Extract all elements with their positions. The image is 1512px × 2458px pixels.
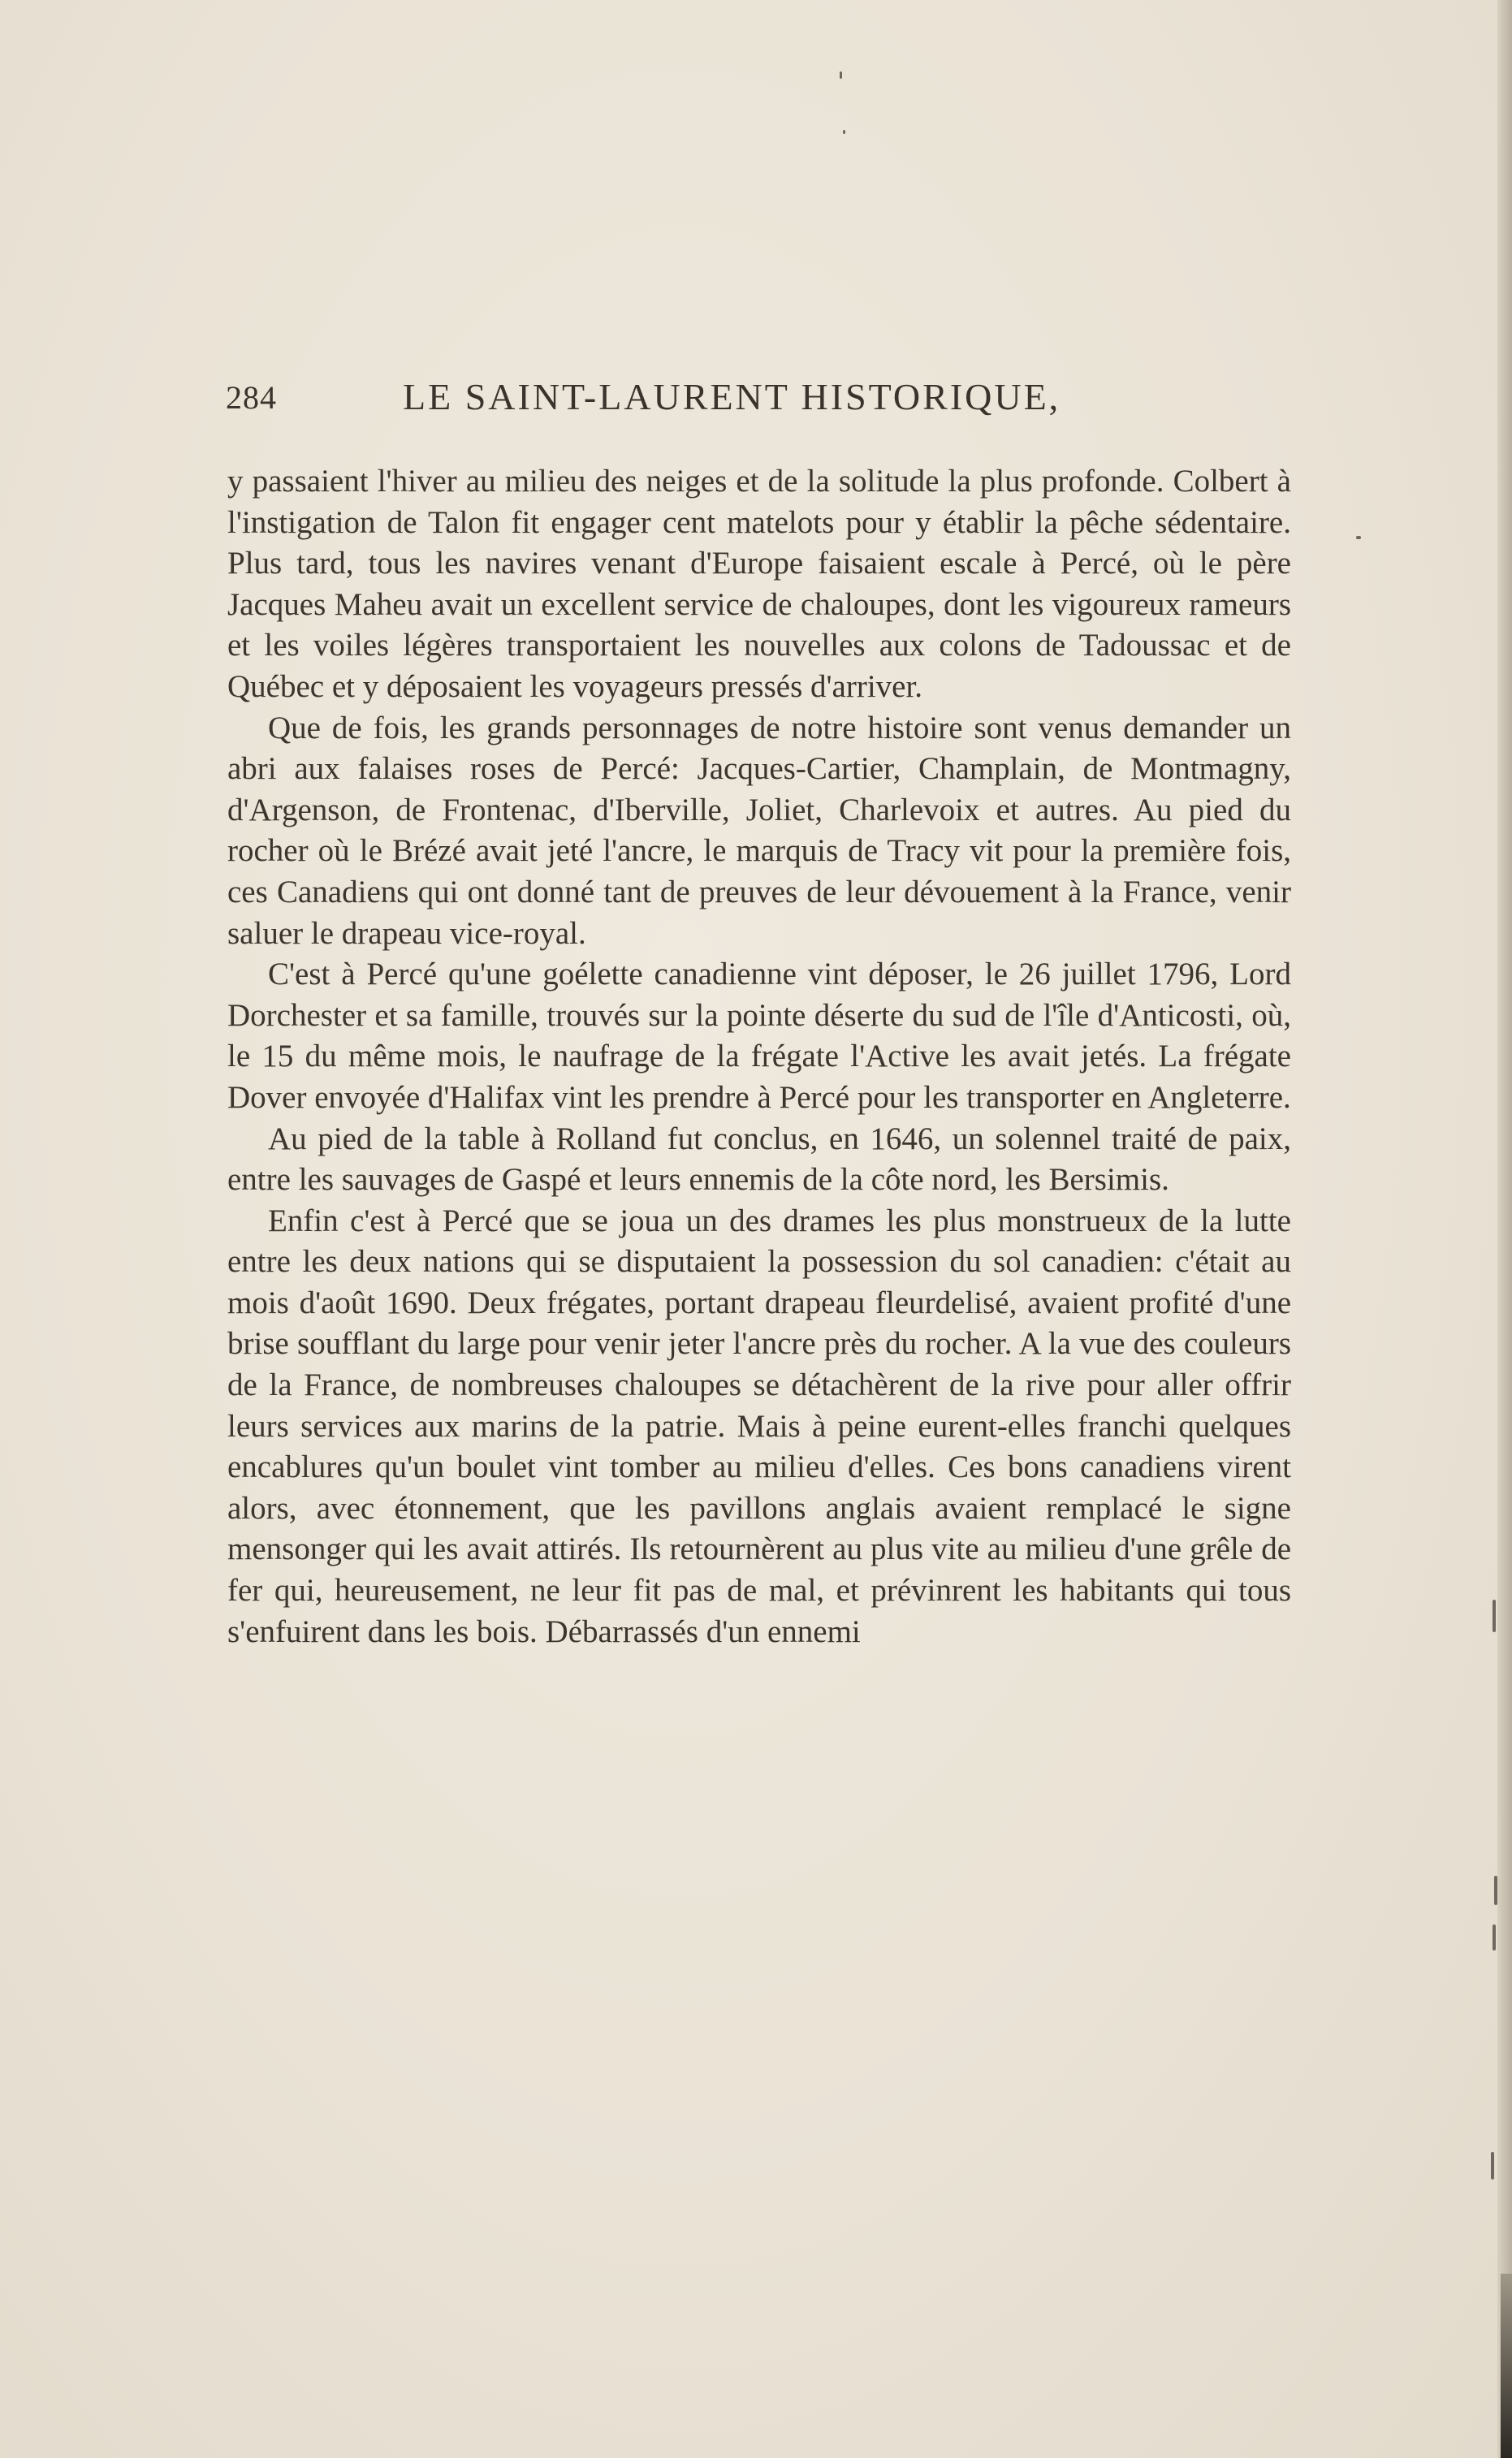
ink-speck xyxy=(1493,1600,1496,1632)
ink-speck xyxy=(1356,536,1361,539)
running-title: LE SAINT-LAURENT HISTORIQUE, xyxy=(403,376,1061,417)
page-number: 284 xyxy=(226,379,277,416)
paragraph: y passaient l'hiver au milieu des neiges et de la solitude la plus profonde. Colbert à l'instigation de Talon fit engager cent matelots pour y établir la pêche sédentaire. Plus tard, tous les navires venant d'Europe faisaient escale à Percé, où le père Jacques Maheu avait un excellent service de chaloupes, dont les vigoureux rameurs et les voiles légères transportaient les nouvelles aux colons de Tadoussac et de Québec et y déposaient les voyageurs pressés d'arriver. xyxy=(227,464,1291,704)
ink-speck xyxy=(843,130,845,134)
body-text xyxy=(227,461,1291,1652)
paragraph: Au pied de la table à Rolland fut conclus, en 1646, un solennel traité de paix, entre les sauvages de Gaspé et leurs ennemis de la côte nord, les Bersimis. xyxy=(227,1121,1291,1198)
paragraph: Que de fois, les grands personnages de notre histoire sont venus demander un abri aux falaises roses de Percé: Jacques-Cartier, Champlain, de Montmagny, d'Argenson, de Frontenac, d'Iberville, Joliet, Charlevoix et autres. Au pied du rocher où le Brézé avait jeté l'ancre, le marquis de Tracy vit pour la première fois, ces Canadiens qui ont donné tant de preuves de leur dévouement à la France, venir saluer le drapeau vice-royal. xyxy=(227,710,1291,951)
page-header xyxy=(226,372,1290,429)
paragraph: Enfin c'est à Percé que se joua un des drames les plus monstrueux de la lutte entre les deux nations qui se disputaient la possession du sol canadien: c'était au mois d'août 1690. Deux frégates, portant drapeau fleurdelisé, avaient profité d'une brise soufflant du large pour venir jeter l'ancre près du rocher. A la vue des couleurs de la France, de nombreuses chaloupes se détachèrent de la rive pour aller offrir leurs services aux marins de la patrie. Mais à peine eurent-elles franchi quelques encablures qu'un boulet vint tomber au milieu d'elles. Ces bons canadiens virent alors, avec étonnement, que les pavillons anglais avaient remplacé le signe mensonger qui les avait attirés. Ils retournèrent au plus vite au milieu d'une grêle de fer qui, heureusement, ne leur fit pas de mal, et prévinrent les habitants qui tous s'enfuirent dans les bois. Débarrassés d'un ennemi xyxy=(227,1203,1291,1649)
page-edge-shadow xyxy=(1501,2274,1512,2458)
ink-speck xyxy=(840,71,842,79)
ink-speck xyxy=(1493,1924,1496,1950)
page-edge xyxy=(1497,0,1512,2458)
paragraph: C'est à Percé qu'une goélette canadienne vint déposer, le 26 juillet 1796, Lord Dorchester et sa famille, trouvés sur la pointe déserte du sud de l'île d'Anticosti, où, le 15 du même mois, le naufrage de la frégate l'Active les avait jetés. La frégate Dover envoyée d'Halifax vint les prendre à Percé pour les transporter en Angleterre. xyxy=(227,957,1291,1115)
ink-speck xyxy=(1491,2152,1494,2179)
ink-speck xyxy=(1494,1876,1497,1905)
